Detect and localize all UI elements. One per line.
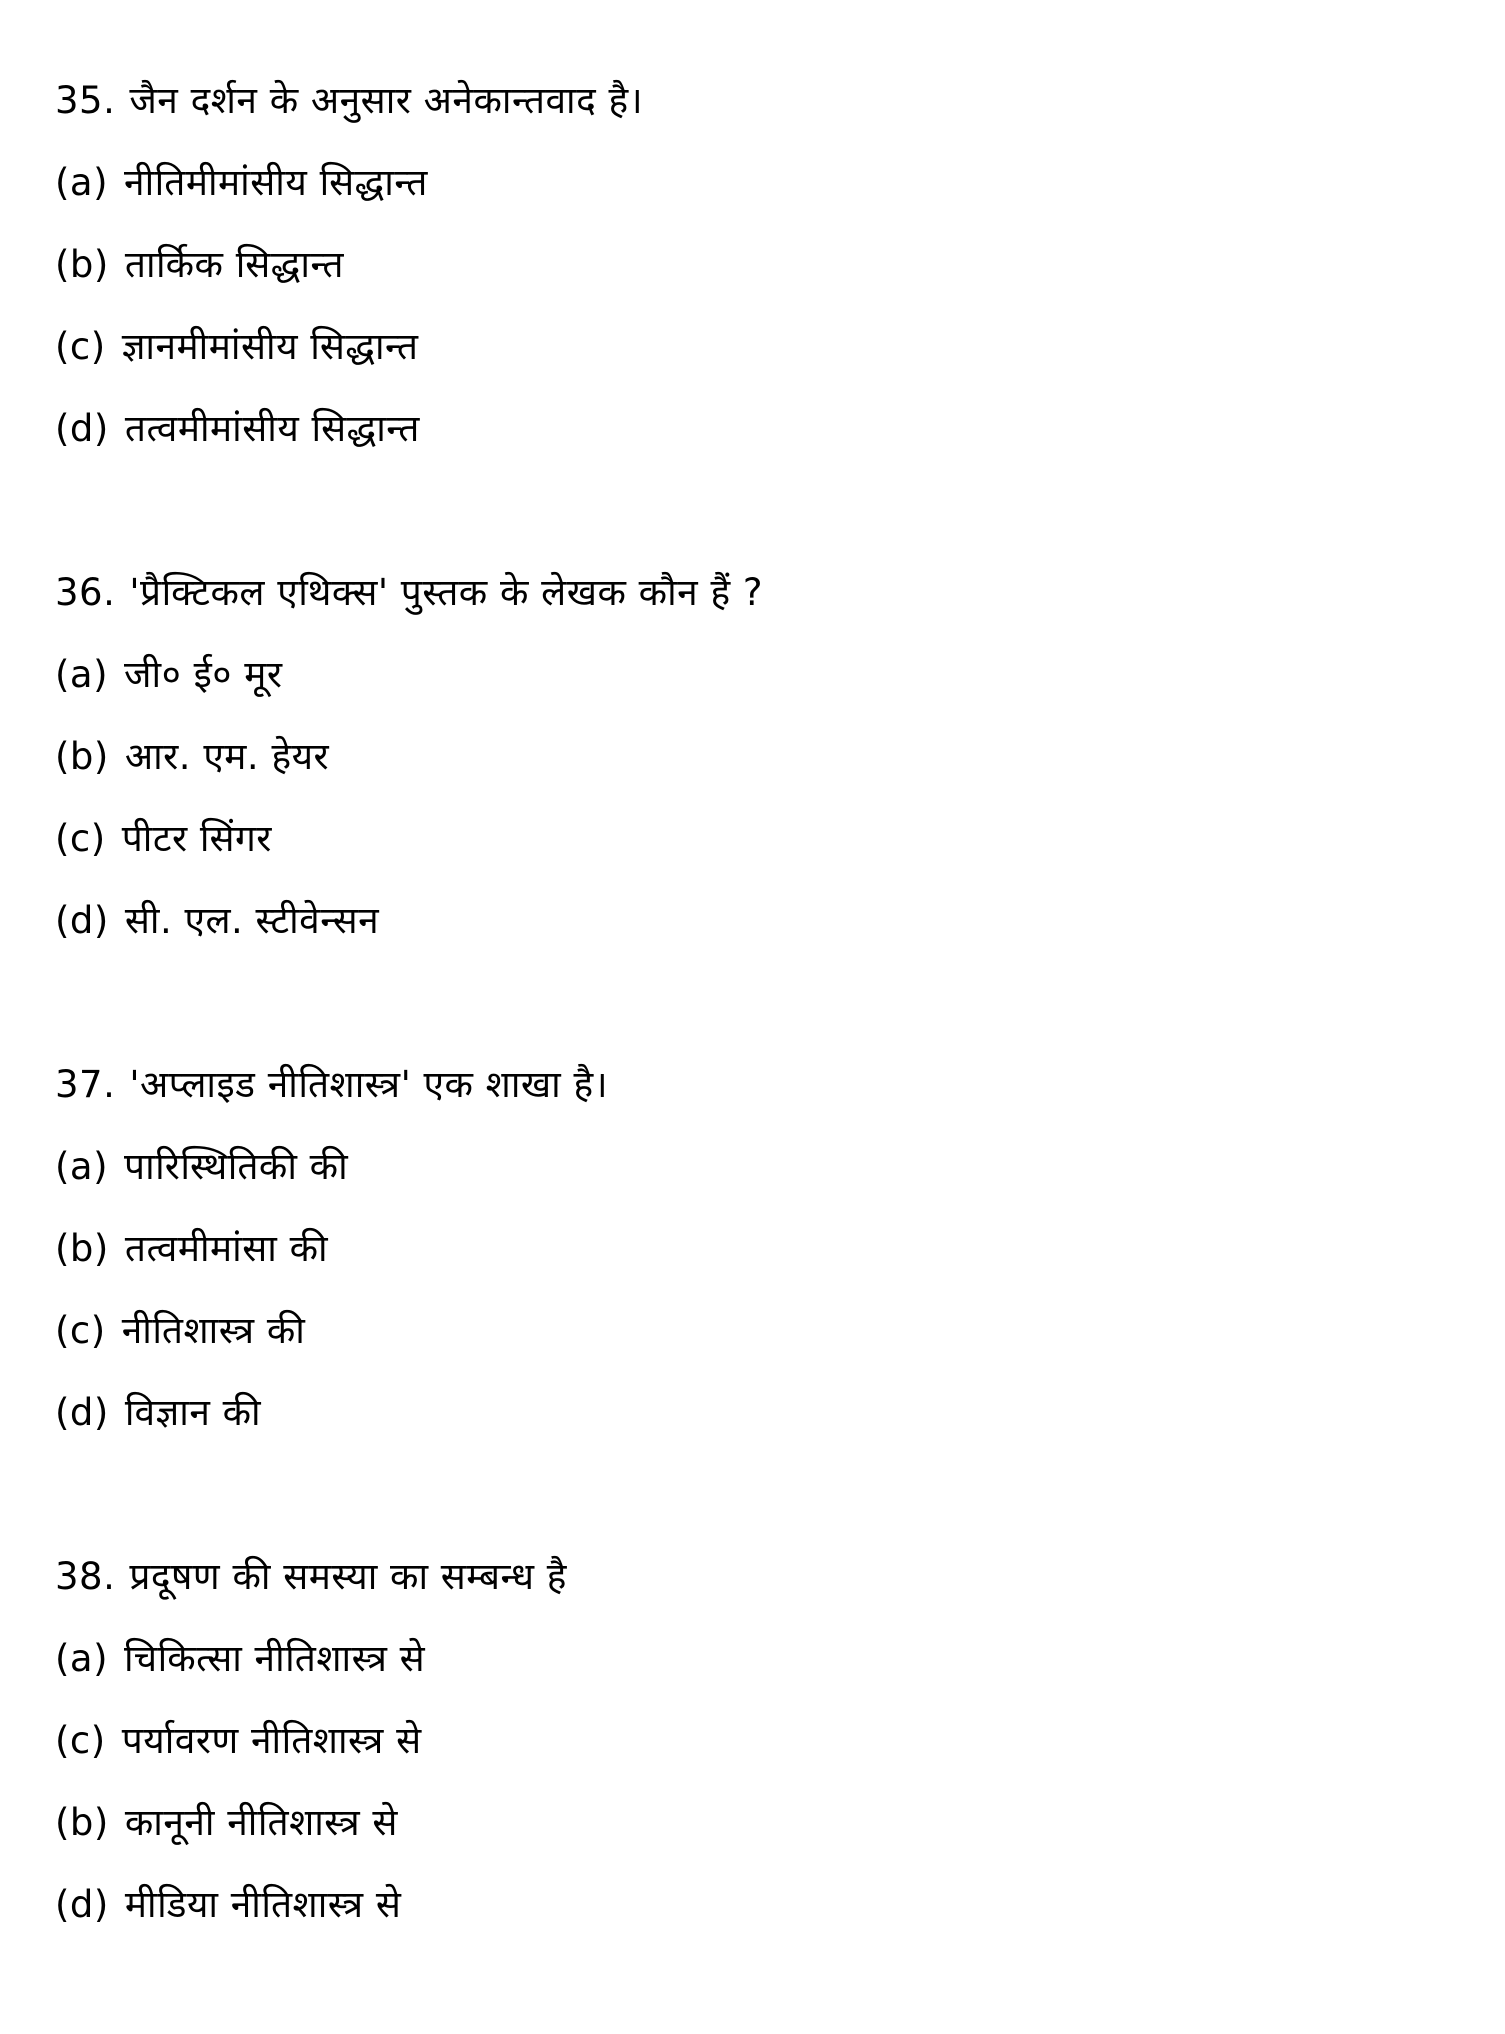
option-b: [55, 224, 1505, 306]
option-c: [55, 1700, 1505, 1782]
option-label: (b): [55, 735, 109, 778]
option-text: चिकित्सा नीतिशास्त्र से: [124, 1637, 426, 1680]
option-label: (d): [55, 407, 109, 450]
option-text: तत्वमीमांसा की: [124, 1227, 329, 1270]
option-text: नीतिशास्त्र की: [121, 1309, 306, 1352]
question-35: [55, 60, 1505, 470]
option-label: (d): [55, 1391, 109, 1434]
question-36: [55, 552, 1505, 962]
question-stem: [55, 1044, 1505, 1126]
option-text: सी. एल. स्टीवेन्सन: [124, 899, 380, 942]
option-label: (b): [55, 243, 109, 286]
option-label: (d): [55, 899, 109, 942]
question-stem: [55, 552, 1505, 634]
option-text: विज्ञान की: [124, 1391, 262, 1434]
option-label: (a): [55, 161, 109, 204]
question-text: जैन दर्शन के अनुसार अनेकान्तवाद है।: [129, 79, 644, 122]
question-stem: [55, 60, 1505, 142]
option-d: [55, 388, 1505, 470]
option-label: (c): [55, 1309, 106, 1352]
question-text: प्रदूषण की समस्या का सम्बन्ध है: [129, 1555, 567, 1598]
option-c: [55, 798, 1505, 880]
option-text: जी० ई० मूर: [124, 653, 283, 696]
option-d: [55, 1864, 1505, 1946]
option-b: [55, 1208, 1505, 1290]
option-b: [55, 1782, 1505, 1864]
option-label: (a): [55, 1637, 109, 1680]
option-label: (d): [55, 1883, 109, 1926]
option-b: [55, 716, 1505, 798]
option-label: (b): [55, 1801, 109, 1844]
question-number: 35.: [55, 79, 116, 122]
option-label: (a): [55, 653, 109, 696]
top-margin: [55, 0, 1505, 60]
option-text: नीतिमीमांसीय सिद्धान्त: [124, 161, 428, 204]
option-text: पर्यावरण नीतिशास्त्र से: [121, 1719, 422, 1762]
option-label: (c): [55, 1719, 106, 1762]
option-a: [55, 142, 1505, 224]
option-text: ज्ञानमीमांसीय सिद्धान्त: [121, 325, 419, 368]
question-stem: [55, 1536, 1505, 1618]
question-spacer: [55, 1454, 1505, 1536]
option-label: (b): [55, 1227, 109, 1270]
option-d: [55, 880, 1505, 962]
question-38: [55, 1536, 1505, 1946]
option-a: [55, 634, 1505, 716]
question-spacer: [55, 962, 1505, 1044]
option-c: [55, 306, 1505, 388]
question-number: 36.: [55, 571, 116, 614]
option-label: (c): [55, 325, 106, 368]
option-text: पीटर सिंगर: [121, 817, 272, 860]
question-37: [55, 1044, 1505, 1454]
option-text: कानूनी नीतिशास्त्र से: [124, 1801, 398, 1844]
question-text: 'अप्लाइड नीतिशास्त्र' एक शाखा है।: [129, 1063, 609, 1106]
option-text: मीडिया नीतिशास्त्र से: [124, 1883, 402, 1926]
option-a: [55, 1618, 1505, 1700]
option-c: [55, 1290, 1505, 1372]
option-text: तार्किक सिद्धान्त: [124, 243, 344, 286]
option-text: तत्वमीमांसीय सिद्धान्त: [124, 407, 420, 450]
question-text: 'प्रैक्टिकल एथिक्स' पुस्तक के लेखक कौन हैं ?: [129, 571, 764, 614]
option-text: पारिस्थितिकी की: [124, 1145, 349, 1188]
question-spacer: [55, 470, 1505, 552]
question-number: 38.: [55, 1555, 116, 1598]
question-number: 37.: [55, 1063, 116, 1106]
option-a: [55, 1126, 1505, 1208]
option-label: (c): [55, 817, 106, 860]
option-text: आर. एम. हेयर: [124, 735, 330, 778]
option-label: (a): [55, 1145, 109, 1188]
option-d: [55, 1372, 1505, 1454]
